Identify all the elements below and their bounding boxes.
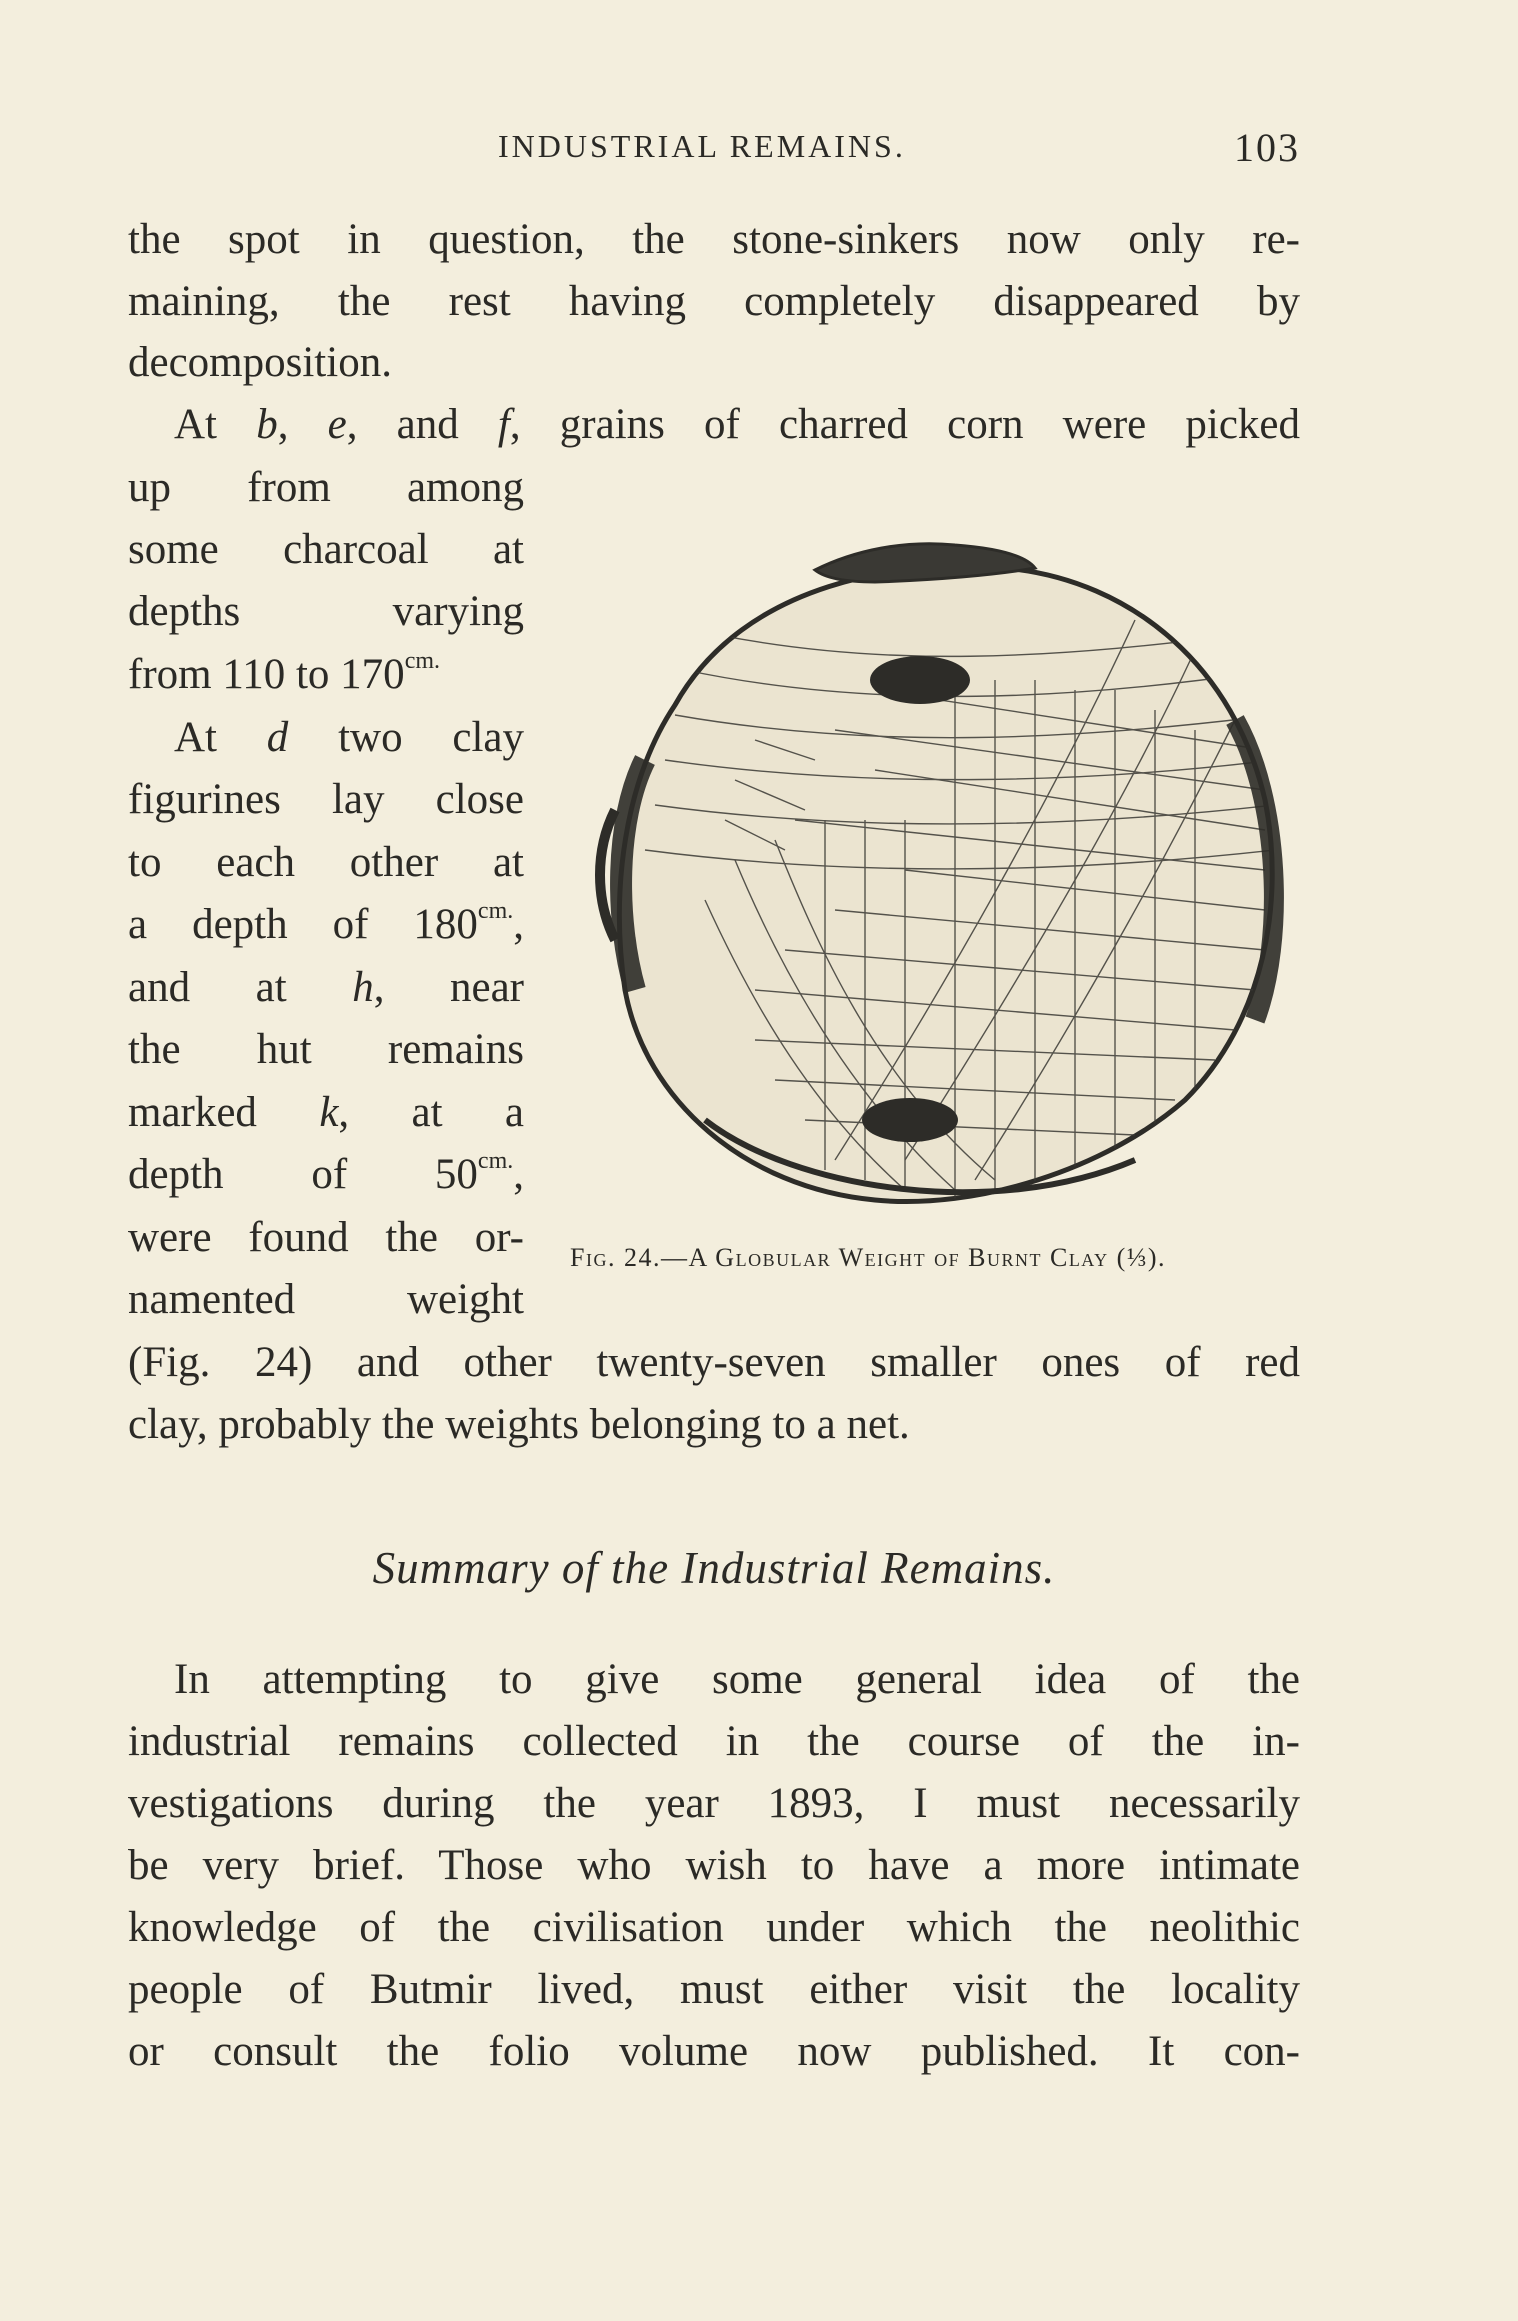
text-line: decomposition. bbox=[128, 339, 392, 386]
text-line: knowledge of the civilisation under which the neolithic bbox=[128, 1904, 1300, 1951]
text-line: namented weight bbox=[128, 1276, 524, 1323]
text-line: from 110 to $170^{cm.}$ bbox=[128, 648, 441, 698]
text-line: (Fig. 24) and other twenty-seven smaller ones of red bbox=[128, 1339, 1300, 1386]
figure-globular-weight bbox=[575, 520, 1295, 1240]
text-line: to each other at bbox=[128, 839, 524, 886]
text-line: marked k, at a bbox=[128, 1089, 525, 1136]
text-line: some charcoal at bbox=[128, 526, 524, 573]
text-line: depth of $50^{cm.}$, bbox=[128, 1148, 524, 1198]
text-line: depths varying bbox=[128, 588, 524, 635]
text-line: maining, the rest having completely disappeared by bbox=[128, 278, 1300, 325]
text-line: and at h, near bbox=[128, 964, 524, 1011]
text-line: At b, e, and f, grains of charred corn were picked bbox=[174, 401, 1301, 448]
clay-weight-illustration bbox=[575, 520, 1295, 1240]
section-heading: Summary of the Industrial Remains. bbox=[372, 1543, 1056, 1593]
text-line: the hut remains bbox=[128, 1026, 524, 1073]
text-line: industrial remains collected in the course of the in- bbox=[128, 1718, 1300, 1765]
text-line: the spot in question, the stone-sinkers now only re- bbox=[128, 216, 1300, 263]
text-line: were found the or- bbox=[128, 1214, 524, 1261]
figure-caption: Fig. 24.—A Globular Weight of Burnt Clay (⅓). bbox=[570, 1243, 1166, 1272]
running-head bbox=[128, 125, 1300, 178]
text-line: In attempting to give some general idea of the bbox=[174, 1656, 1300, 1703]
text-line: people of Butmir lived, must either visit the locality bbox=[128, 1966, 1300, 2013]
page-number: 103 bbox=[1234, 125, 1300, 170]
running-title: INDUSTRIAL REMAINS. bbox=[498, 128, 906, 164]
text-line: figurines lay close bbox=[128, 776, 524, 823]
text-line: clay, probably the weights belonging to a net. bbox=[128, 1401, 910, 1448]
text-line: At d two clay bbox=[174, 714, 524, 761]
text-line: up from among bbox=[128, 464, 524, 511]
text-line: vestigations during the year 1893, I must necessarily bbox=[128, 1780, 1300, 1827]
text-line: a depth of $180^{cm.}$, bbox=[128, 898, 524, 948]
text-line: be very brief. Those who wish to have a more intimate bbox=[128, 1842, 1300, 1889]
text-line: or consult the folio volume now published. It con- bbox=[128, 2028, 1300, 2075]
